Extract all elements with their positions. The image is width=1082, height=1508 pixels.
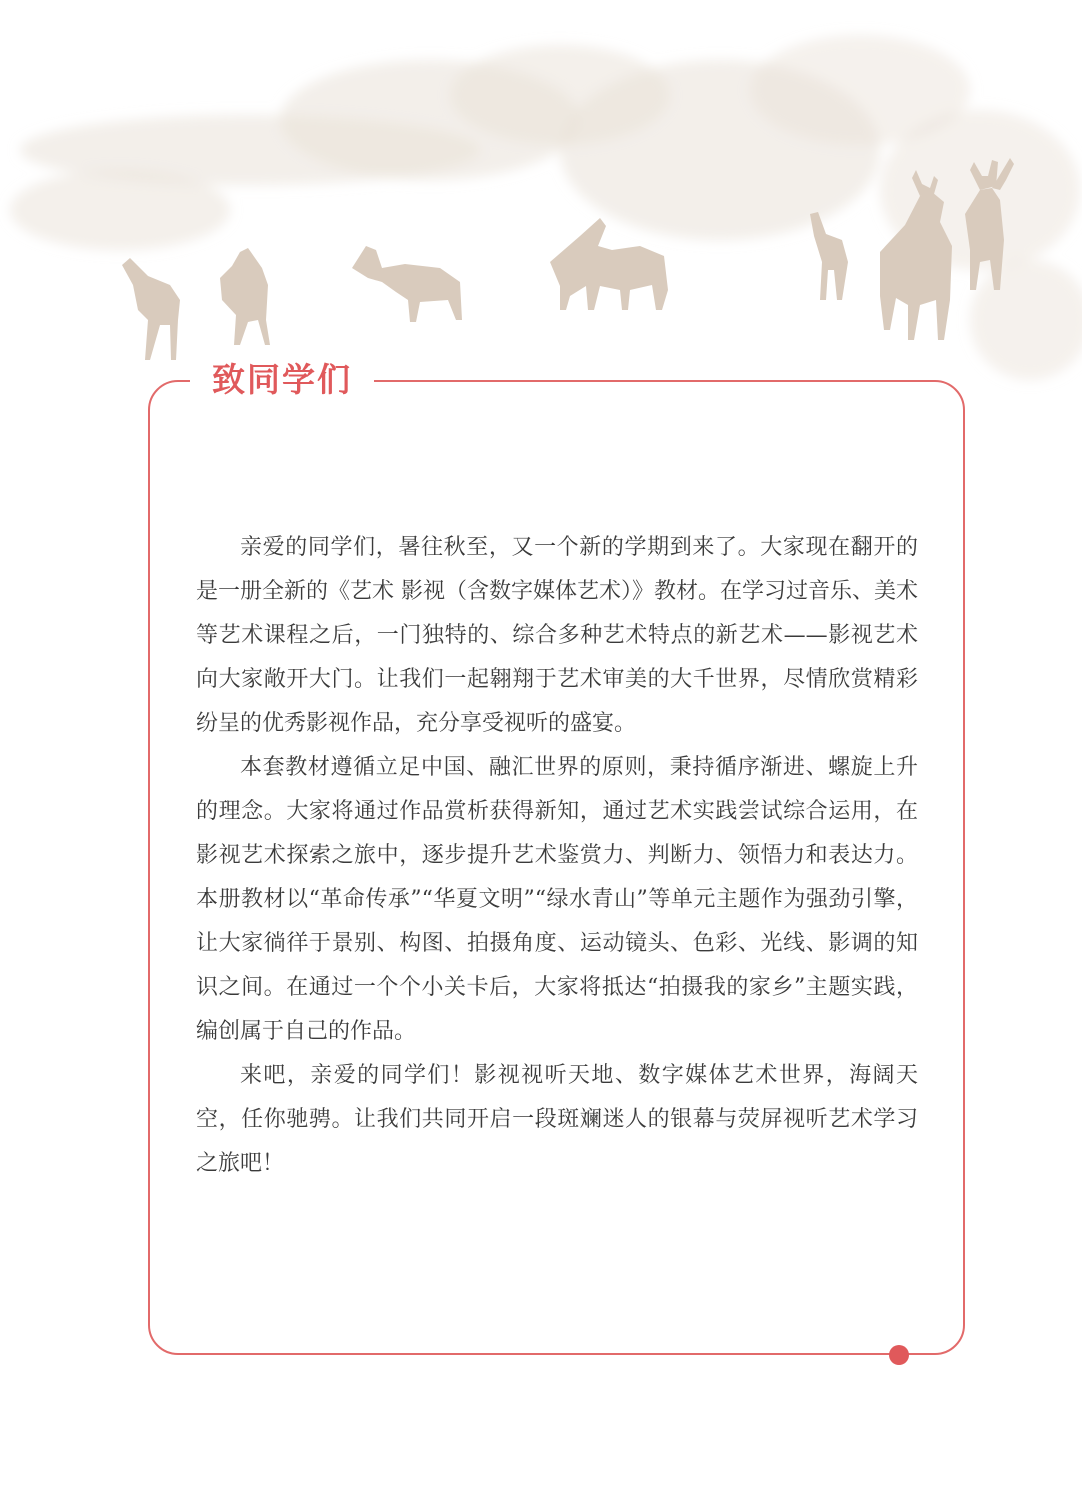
deer-herd-illustration [0, 0, 1082, 400]
deer-1 [122, 258, 180, 360]
deer-3 [352, 246, 462, 322]
letter-body [196, 526, 918, 1186]
paragraph: 来吧，亲爱的同学们！影视视听天地、数字媒体艺术世界，海阔天空，任你驰骋。让我们共同开启一段斑斓迷人的银幕与荧屏视听艺术学习之旅吧！ [196, 1063, 918, 1176]
page-title: 致同学们 [212, 360, 352, 399]
deer-5 [810, 212, 848, 300]
corner-dot [889, 1345, 909, 1365]
paragraph: 亲爱的同学们，暑往秋至，又一个新的学期到来了。大家现在翻开的是一册全新的《艺术 影视（含数字媒体艺术）》教材。在学习过音乐、美术等艺术课程之后，一门独特的、综合多种艺术特点的新艺术——影视艺术向大家敞开大门。让我们一起翱翔于艺术审美的大千世界，尽情欣赏精彩纷呈的优秀影视作品，充分享受视听的盛宴。 [196, 535, 918, 736]
deer-2 [220, 248, 270, 345]
paragraph: 本套教材遵循立足中国、融汇世界的原则，秉持循序渐进、螺旋上升的理念。大家将通过作品赏析获得新知，通过艺术实践尝试综合运用，在影视艺术探索之旅中，逐步提升艺术鉴赏力、判断力、领悟力和表达力。本册教材以“革命传承”“华夏文明”“绿水青山”等单元主题作为强劲引擎，让大家徜徉于景别、构图、拍摄角度、运动镜头、色彩、光线、影调的知识之间。在通过一个个小关卡后，大家将抵达“拍摄我的家乡”主题实践，编创属于自己的作品。 [196, 755, 918, 1044]
deer-4 [550, 218, 668, 310]
title-plate [190, 352, 374, 408]
